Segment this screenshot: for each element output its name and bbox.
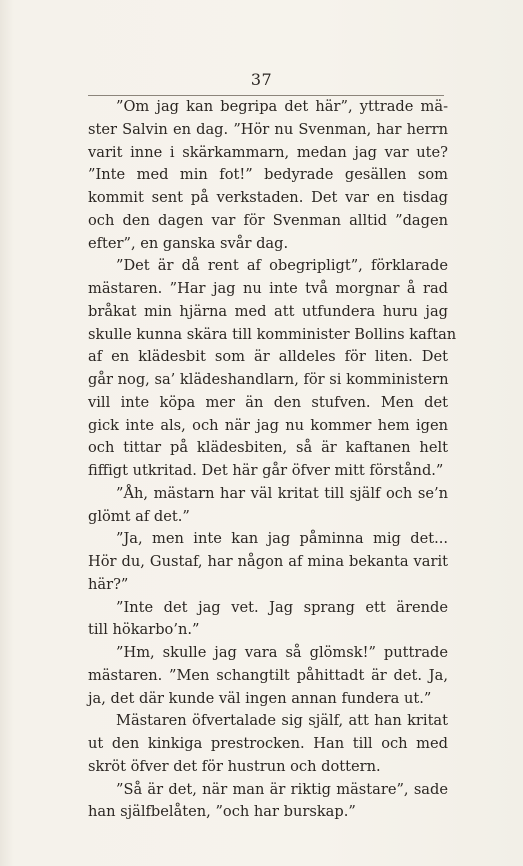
text-line: ”Så är det, när man är riktig mästare”, sade — [116, 780, 448, 798]
text-line: glömt af det.” — [88, 507, 190, 525]
text-line: och tittar på klädesbiten, så är kaftanen helt — [88, 439, 448, 457]
text-line: efter”, en ganska svår dag. — [88, 234, 289, 252]
text-line: Hör du, Gustaf, har någon af mina bekanta varit — [88, 553, 448, 570]
text-line: gick inte als, och när jag nu kommer hem igen — [88, 416, 448, 434]
text-line: fiffigt utkritad. Det här går öfver mitt förstånd.” — [88, 462, 444, 479]
text-line: ”Inte det jag vet. Jag sprang ett ärende — [116, 598, 448, 616]
text-line: ster Salvin en dag. ”Hör nu Svenman, har herrn — [88, 120, 448, 138]
text-line: skröt öfver det för hustrun och dottern. — [88, 757, 381, 775]
text-line: Mästaren öfvertalade sig själf, att han kritat — [116, 712, 448, 730]
text-line: till hökarbo’n.” — [88, 621, 200, 639]
page-number: 37 — [250, 70, 273, 89]
body-text — [88, 96, 457, 824]
text-line: kommit sent på verkstaden. Det var en tisdag — [88, 189, 448, 206]
text-line: skulle kunna skära till komminister Bollins kaftan — [88, 325, 457, 343]
text-line: ”Hm, skulle jag vara så glömsk!” puttrade — [116, 644, 448, 661]
text-line: vill inte köpa mer än den stufven. Men det — [88, 393, 448, 411]
text-line: af en klädesbit som är alldeles för liten. Det — [88, 348, 448, 366]
text-line: han själfbelåten, ”och har burskap.” — [88, 803, 356, 821]
text-line: ja, det där kunde väl ingen annan fundera ut.” — [88, 689, 432, 707]
text-line: här?” — [88, 575, 129, 593]
text-line: ”Det är då rent af obegripligt”, förklarade — [116, 257, 448, 275]
text-line: ”Inte med min fot!” bedyrade gesällen som — [88, 166, 448, 184]
text-line: mästaren. ”Har jag nu inte två morgnar å rad — [88, 280, 448, 297]
text-line: och den dagen var för Svenman alltid ”dagen — [88, 211, 448, 229]
text-line: bråkat min hjärna med att utfundera huru jag — [88, 302, 448, 320]
text-line: ”Åh, mästarn har väl kritat till själf och se’n — [116, 484, 448, 502]
text-line: ut den kinkiga prestrocken. Han till och med — [88, 735, 448, 752]
text-line: mästaren. ”Men schangtilt påhittadt är det. Ja, — [88, 666, 448, 684]
text-line: ”Om jag kan begripa det här”, yttrade mä- — [116, 98, 448, 115]
text-line: ”Ja, men inte kan jag påminna mig det... — [116, 530, 448, 548]
text-line: varit inne i skärkammarn, medan jag var ute? — [88, 143, 448, 161]
text-line: går nog, sa’ klädeshandlarn, för si komministern — [88, 371, 449, 388]
